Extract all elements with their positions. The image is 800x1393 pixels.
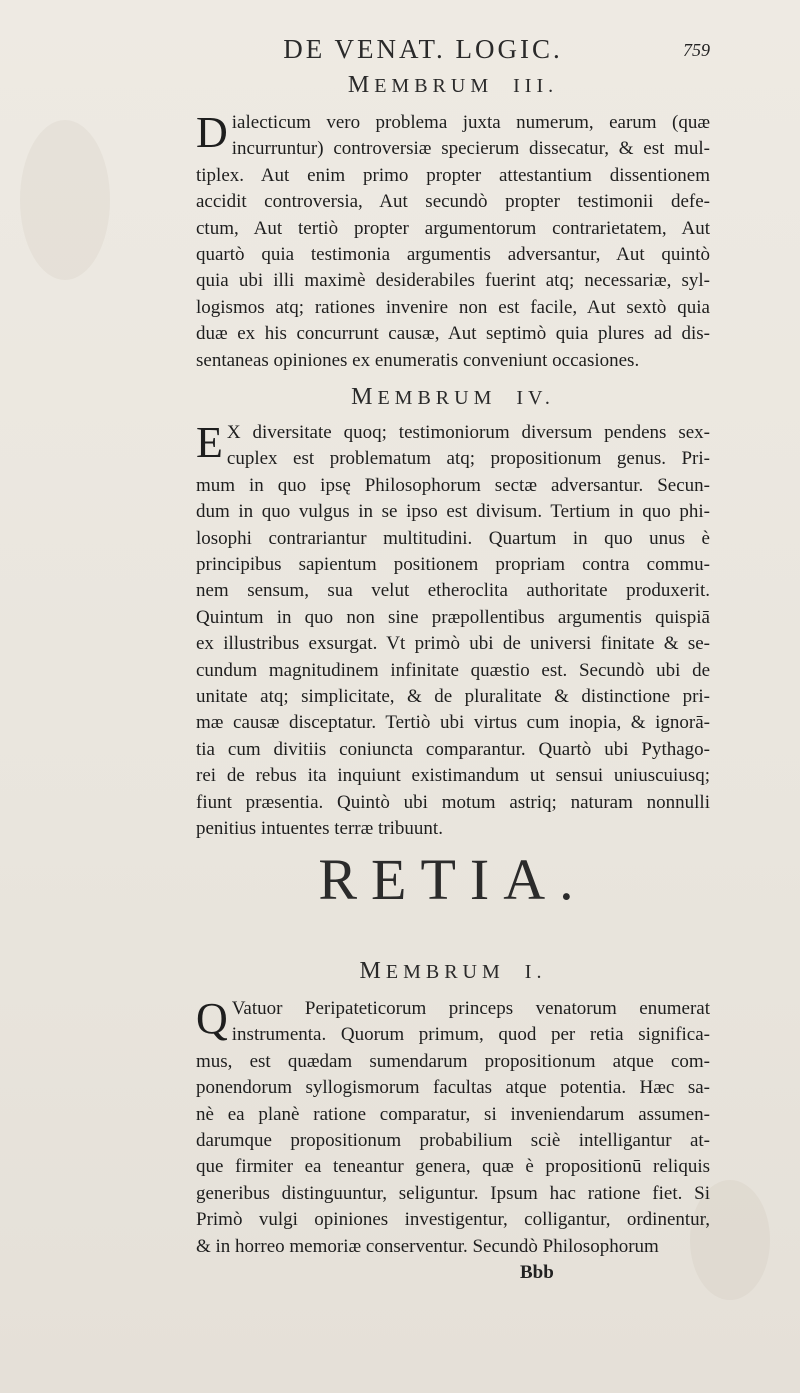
paragraph-text [196, 420, 710, 843]
text-line: fiunt præsentia. Quintò ubi motum astriq; naturam nonnulli [196, 791, 710, 813]
text-line: tia cum divitiis coniuncta comparantur. Quartò ubi Pythago- [196, 738, 710, 760]
text-line: incurruntur) controversiæ specierum dissecatur, & est mul- [231, 138, 710, 160]
text-line: que firmiter ea teneantur genera, quæ è propositionū reliquis [196, 1156, 710, 1178]
text-line: unitate atq; simplicitate, & de pluralitate & distinctione pri- [196, 686, 710, 708]
text-line: dum in quo vulgus in se ipso est divisum. Tertium in quo phi- [196, 501, 710, 523]
paragraph-membrum-i [196, 996, 710, 1260]
text-line: sentaneas opiniones ex enumeratis conveniunt occasiones. [196, 349, 640, 371]
text-line: mum in quo ipsę Philosophorum sectæ adversantur. Secun- [196, 474, 710, 496]
running-head-title: DE VENAT. LOGIC. [283, 34, 563, 64]
text-line: X diversitate quoq; testimoniorum diversum pendens sex- [226, 422, 710, 443]
text-line: accidit controversia, Aut secundò propter testimonii defe- [196, 191, 710, 213]
paragraph-text [196, 996, 710, 1260]
paragraph-membrum-iii [196, 110, 710, 374]
text-line: quartò quia testimonia argumentis adversantur, Aut quintò [196, 244, 710, 266]
drop-cap: E [196, 418, 223, 467]
section-heading-membrum-iii: MEMBRUM III. [347, 72, 559, 98]
text-line: logismos atq; rationes invenire non est facile, Aut sextò quia [196, 296, 710, 318]
drop-cap: D [196, 108, 228, 157]
text-line: generibus distinguuntur, seliguntur. Ipsum hac ratione fiet. Si [196, 1182, 710, 1204]
text-line: ctum, Aut tertiò propter argumentorum contrarietatem, Aut [196, 217, 710, 239]
text-line: quia ubi illi maximè desiderabiles fuerint atq; necessariæ, syl- [196, 270, 710, 292]
text-line: Vatuor Peripateticorum princeps venatorum enumerat [231, 998, 710, 1019]
section-heading-membrum-iv: MEMBRUM IV. [351, 384, 555, 410]
text-line: ponendorum syllogismorum facultas atque potentia. Hæc sa- [196, 1077, 710, 1099]
text-line: nem sensum, sua velut etheroclita authoritate produxerit. [196, 580, 710, 602]
text-line: Quintum in quo non sine præpollentibus argumentis quispiā [196, 606, 710, 628]
drop-cap: Q [196, 994, 228, 1043]
text-line: duæ ex his concurrunt causæ, Aut septimò quia plures ad dis- [196, 323, 710, 345]
text-line: tiplex. Aut enim primo propter attestantium dissentionem [196, 164, 710, 186]
page-number: 759 [683, 40, 710, 60]
text-line: penitius intuentes terræ tribuunt. [196, 818, 443, 840]
text-line: principibus sapientum positionem propriam contra commu- [196, 554, 710, 576]
text-line: cundum magnitudinem infinitate quæstio est. Secundò ubi de [196, 659, 710, 681]
chapter-title: RETIA. [318, 847, 588, 912]
text-line: losophi contrariantur multitudini. Quartum in quo unus è [196, 527, 710, 549]
text-line: rei de rebus ita inquiunt existimandum ut sensui uniuscuiusq; [196, 765, 710, 787]
text-line: ialecticum vero problema juxta numerum, earum (quæ [231, 112, 710, 133]
paragraph-membrum-iv [196, 420, 710, 843]
text-line: mæ causæ disceptatur. Tertiò ubi virtus cum inopia, & ignorā- [196, 712, 710, 734]
text-line: instrumenta. Quorum primum, quod per retia significa- [231, 1024, 710, 1046]
running-head [196, 34, 710, 68]
text-line: mus, est quædam sumendarum propositionum atque com- [196, 1050, 710, 1072]
text-line: cuplex est problematum atq; propositionum genus. Pri- [226, 448, 710, 470]
catchword: Bbb [520, 1262, 554, 1283]
text-line: ex illustribus exsurgat. Vt primò ubi de universi finitate & se- [196, 633, 710, 655]
paragraph-text [196, 110, 710, 374]
section-heading-membrum-i: MEMBRUM I. [359, 958, 547, 984]
text-line: darumque propositionum probabilium sciè intelligantur at- [196, 1130, 710, 1152]
text-line: Primò vulgi opiniones investigentur, colligantur, ordinentur, [196, 1209, 710, 1231]
text-line: nè ea planè ratione comparatur, si inveniendarum assumen- [196, 1103, 710, 1125]
paper-stain [20, 120, 110, 280]
text-line: & in horreo memoriæ conserventur. Secundò Philosophorum [196, 1235, 659, 1257]
